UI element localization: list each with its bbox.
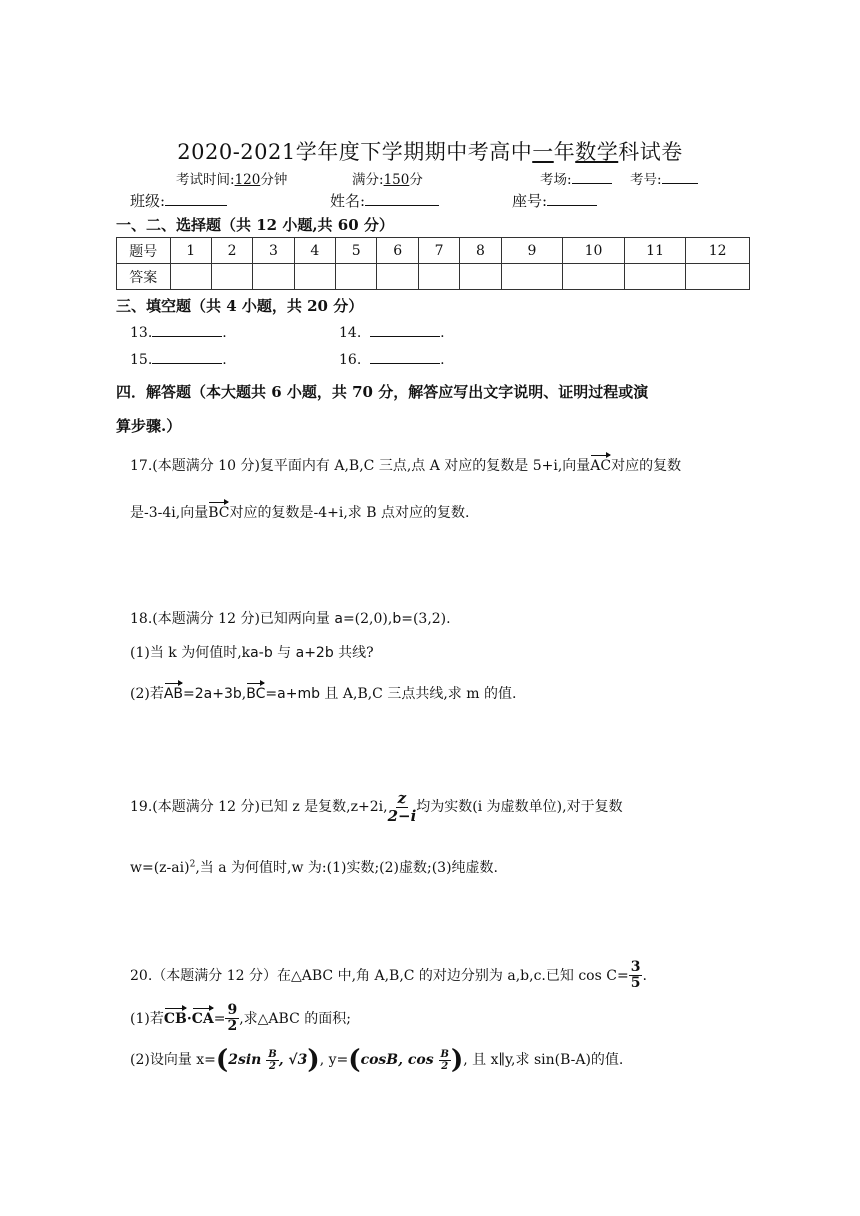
q19-line1: 19.(本题满分 12 分)已知 z 是复数,z+2i, $\frac{z}{2-i}$ 均为实数(i 为虚数单位),对于复数 xyxy=(130,789,623,825)
exam-room[interactable]: 考场: xyxy=(540,168,612,188)
section-choice-heading: 一、二、选择题（共 12 小题,共 60 分） xyxy=(116,216,394,234)
fraction-3-over-5: $\frac{3}{5}$ xyxy=(630,959,641,992)
answer-cell[interactable] xyxy=(563,264,625,290)
question-number: 8 xyxy=(460,238,501,264)
page-title: 2020-2021学年度下学期期中考高中一年数学科试卷 xyxy=(177,140,683,164)
q20-line1: 20.（本题满分 12 分）在△ABC 中,角 A,B,C 的对边分别为 a,b,c.已知 cos C= $\frac{3}{5}$ . xyxy=(130,959,647,992)
q17-line2: 是-3-4i,向量BC对应的复数是-4+i,求 B 点对应的复数. xyxy=(130,505,470,521)
fraction-z-over-2-minus-i: $\frac{z}{2-i}$ xyxy=(387,789,417,825)
seat-field[interactable]: 座号: xyxy=(512,190,597,211)
answer-cell[interactable] xyxy=(170,264,211,290)
fill-blank[interactable] xyxy=(152,322,222,337)
answer-cell[interactable] xyxy=(624,264,686,290)
fraction-b-over-2: $\frac{B}{2}$ xyxy=(268,1048,277,1072)
fraction-b-over-2: $\frac{B}{2}$ xyxy=(440,1048,449,1072)
fill-item-14[interactable]: 14. . xyxy=(339,322,445,341)
vector-bc: BC xyxy=(208,505,230,521)
class-field[interactable]: 班级: xyxy=(130,190,227,211)
answer-cell[interactable] xyxy=(418,264,459,290)
vector-bc: BC xyxy=(246,686,266,702)
fill-blank[interactable] xyxy=(370,349,440,364)
question-number: 11 xyxy=(624,238,686,264)
row-label-number: 题号 xyxy=(117,238,171,264)
q18-line1: 18.(本题满分 12 分)已知两向量 a=(2,0),b=(3,2). xyxy=(130,611,451,627)
fill-blank[interactable] xyxy=(152,349,222,364)
name-field[interactable]: 姓名: xyxy=(330,190,439,211)
answer-cell[interactable] xyxy=(686,264,750,290)
table-row xyxy=(117,238,750,264)
name-blank[interactable] xyxy=(365,191,439,206)
question-number: 7 xyxy=(418,238,459,264)
answer-cell[interactable] xyxy=(253,264,294,290)
question-number: 1 xyxy=(170,238,211,264)
q19-line2: $w=(z-ai)^2$,当 a 为何值时,w 为:(1)实数;(2)虚数;(3)纯虚数. xyxy=(130,859,498,876)
section-fill-heading: 三、填空题（共 4 小题，共 20 分） xyxy=(116,297,364,315)
vector-ca: CA xyxy=(191,1010,214,1027)
table-row xyxy=(117,264,750,290)
q20-line2: (1)若CB·CA= $\frac{9}{2}$ ,求△ABC 的面积; xyxy=(130,1002,351,1035)
fill-blank[interactable] xyxy=(370,322,440,337)
q18-line2: (1)当 k 为何值时,ka-b 与 a+2b 共线? xyxy=(130,645,374,661)
answer-cell[interactable] xyxy=(294,264,335,290)
question-number: 12 xyxy=(686,238,750,264)
q20-line3: (2)设向量 x=(2sin $\frac{B}{2}$ , √3), y=(cosB, cos $\frac{B}{2}$ ), 且 x∥y,求 sin(B-A)的值. xyxy=(130,1045,624,1075)
section-solve-heading-cont: 算步骤.） xyxy=(116,417,182,435)
vector-ab: AB xyxy=(163,686,184,702)
answer-cell[interactable] xyxy=(501,264,563,290)
exam-time: 考试时间:120分钟 xyxy=(176,172,288,188)
answer-table xyxy=(116,237,750,290)
vector-ac: AC xyxy=(590,458,612,474)
q17-line1: 17.(本题满分 10 分)复平面内有 A,B,C 三点,点 A 对应的复数是 5+i,向量AC对应的复数 xyxy=(130,458,682,474)
vector-cb: CB xyxy=(163,1010,187,1027)
question-number: 5 xyxy=(336,238,377,264)
section-solve-heading: 四．解答题（本大题共 6 小题，共 70 分，解答应写出文字说明、证明过程或演 xyxy=(116,383,649,401)
full-score: 满分:150分 xyxy=(352,172,423,188)
answer-cell[interactable] xyxy=(211,264,252,290)
exam-number-blank[interactable] xyxy=(662,169,698,184)
question-number: 4 xyxy=(294,238,335,264)
row-label-answer: 答案 xyxy=(117,264,171,290)
answer-cell[interactable] xyxy=(336,264,377,290)
exam-room-blank[interactable] xyxy=(572,169,612,184)
fill-item-13[interactable]: 13. . xyxy=(130,322,227,341)
seat-blank[interactable] xyxy=(547,191,597,206)
question-number: 10 xyxy=(563,238,625,264)
question-number: 3 xyxy=(253,238,294,264)
question-number: 9 xyxy=(501,238,563,264)
answer-cell[interactable] xyxy=(377,264,418,290)
q18-line3: (2)若AB=2a+3b,BC=a+mb 且 A,B,C 三点共线,求 m 的值. xyxy=(130,686,517,702)
fraction-9-over-2: $\frac{9}{2}$ xyxy=(227,1002,238,1035)
exam-number[interactable]: 考号: xyxy=(630,168,698,188)
fill-item-15[interactable]: 15. . xyxy=(130,349,227,368)
answer-cell[interactable] xyxy=(460,264,501,290)
class-blank[interactable] xyxy=(165,191,227,206)
question-number: 2 xyxy=(211,238,252,264)
fill-item-16[interactable]: 16. . xyxy=(339,349,445,368)
question-number: 6 xyxy=(377,238,418,264)
